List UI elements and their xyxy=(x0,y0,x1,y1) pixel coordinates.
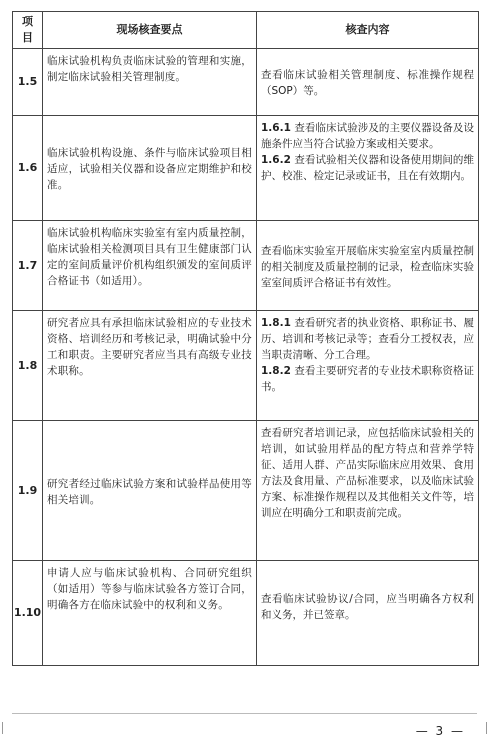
content-text: 查看主要研究者的专业技术职称资格证书。 xyxy=(261,365,475,393)
header-inspection-content: 核查内容 xyxy=(257,12,479,49)
content-text: 查看研究者的执业资格、职称证书、履历、培训和考核记录等；查看分工授权表，应当职责清晰、分工合理。 xyxy=(261,317,475,361)
row-point xyxy=(43,421,257,561)
table-row xyxy=(13,561,479,666)
row-id: 1.9 xyxy=(13,421,43,561)
row-id: 1.10 xyxy=(13,561,43,666)
row-point xyxy=(43,311,257,421)
content-text: 查看临床实验室开展临床实验室室内质量控制的相关制度及质量控制的记录，检查临床实验室室间质评合格证书有效性。 xyxy=(261,244,474,289)
content-number: 1.8.2 xyxy=(261,365,291,377)
row-point xyxy=(43,221,257,311)
table-row xyxy=(13,116,479,221)
row-content xyxy=(257,561,479,666)
table-row xyxy=(13,49,479,116)
content-text: 查看临床试验相关管理制度、标准操作规程（SOP）等。 xyxy=(261,69,474,97)
content-number: 1.6.2 xyxy=(261,154,291,166)
header-item: 项目 xyxy=(13,12,43,49)
inspection-table xyxy=(12,11,479,666)
row-id: 1.8 xyxy=(13,311,43,421)
content-text: 查看研究者培训记录，应包括临床试验相关的培训，如试验用样品的配方特点和营养学特征、适用人群、产品实际临床应用效果、食用方法及食用量、产品标准要求，以及临床试验方案、标准操作规程以及其他相关文件等，培训应在明确分工和职责前完成。 xyxy=(261,427,474,519)
row-id: 1.5 xyxy=(13,49,43,116)
row-content xyxy=(257,116,479,221)
row-content xyxy=(257,49,479,116)
row-content xyxy=(257,221,479,311)
content-number: 1.6.1 xyxy=(261,122,291,134)
content-text: 查看临床试验涉及的主要仪器设备及设施条件应当符合试验方案或相关要求。 xyxy=(261,122,475,150)
table-row xyxy=(13,421,479,561)
row-point xyxy=(43,561,257,666)
header-inspection-point: 现场核查要点 xyxy=(43,12,257,49)
row-point xyxy=(43,49,257,116)
row-content xyxy=(257,421,479,561)
point-text: 申请人应与临床试验机构、合同研究组织（如适用）等参与临床试验各方签订合同，明确各方在临床试验中的权利和义务。 xyxy=(47,567,252,611)
point-text: 临床试验机构负责临床试验的管理和实施，制定临床试验相关管理制度。 xyxy=(47,55,252,83)
point-text: 临床试验机构临床实验室有室内质量控制，临床试验相关检测项目具有卫生健康部门认定的室间质量评价机构组织颁发的室间质评合格证书（如适用）。 xyxy=(47,227,252,287)
bottom-rule xyxy=(12,713,477,714)
crop-mark-right xyxy=(476,722,487,734)
point-text: 研究者经过临床试验方案和试验样品使用等相关培训。 xyxy=(47,477,252,506)
content-text: 查看试验相关仪器和设备使用期间的维护、校准、检定记录或证书，且在有效期内。 xyxy=(261,154,475,182)
row-content xyxy=(257,311,479,421)
content-text: 查看临床试验协议/合同，应当明确各方权利和义务，并已签章。 xyxy=(261,593,474,621)
table-row xyxy=(13,311,479,421)
table-row xyxy=(13,221,479,311)
content-number: 1.8.1 xyxy=(261,317,291,329)
row-id: 1.6 xyxy=(13,116,43,221)
row-point xyxy=(43,116,257,221)
crop-mark-left xyxy=(2,722,13,734)
point-text: 临床试验机构设施、条件与临床试验项目相适应，试验相关仪器和设备应定期维护和校准。 xyxy=(47,147,252,191)
row-id: 1.7 xyxy=(13,221,43,311)
point-text: 研究者应具有承担临床试验相应的专业技术资格、培训经历和考核记录，明确试验中分工和职责。主要研究者应当具有高级专业技术职称。 xyxy=(47,317,252,377)
table-header-row xyxy=(13,12,479,49)
page-number: — 3 — xyxy=(415,724,465,738)
